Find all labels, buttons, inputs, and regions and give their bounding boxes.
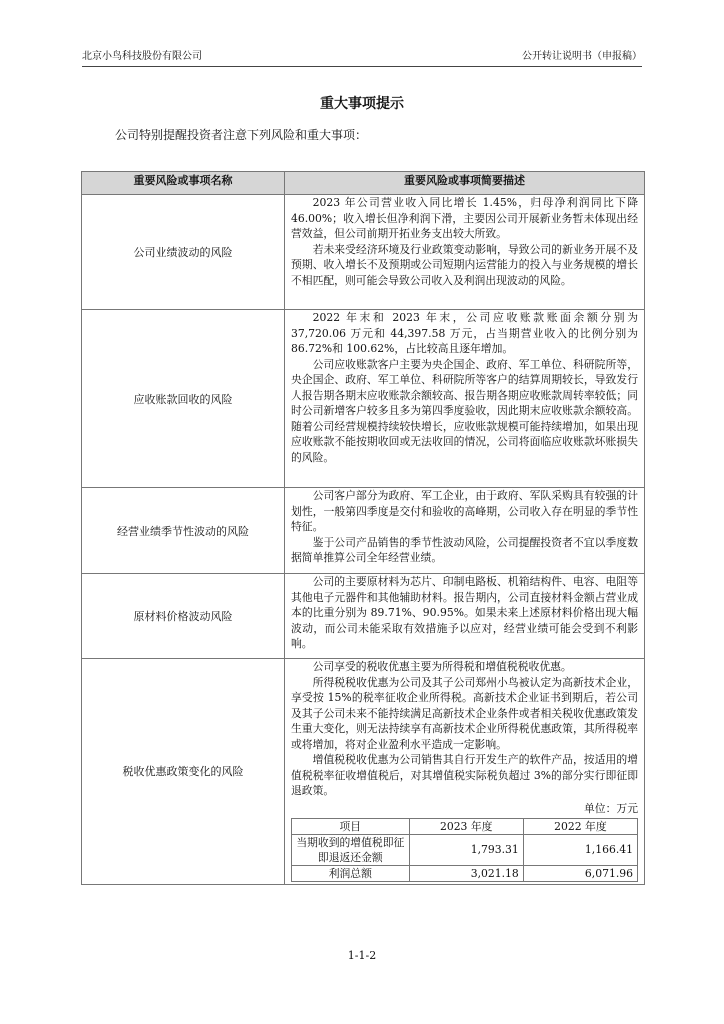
risk-desc [285,310,645,488]
page-header [82,50,642,67]
subtable-item: 利润总额 [292,865,410,881]
desc-paragraph: 增值税税收优惠为公司销售其自行开发生产的软件产品，按适用的增值税税率征收增值税后，对其增值税实际税负超过 3%的部分实行即征即退政策。 [291,753,638,797]
table-row [82,310,645,488]
risk-table [81,171,645,885]
table-row [82,195,645,310]
header-company: 北京小鸟科技股份有限公司 [82,51,202,62]
header-doc-title: 公开转让说明书（申报稿） [522,51,642,62]
desc-paragraph: 2023 年公司营业收入同比增长 1.45%，归母净利润同比下降 46.00%；收入增长但净利润下滑，主要因公司开展新业务暂未体现出经营效益，但公司前期开拓业务支出较大所致。 [291,196,638,240]
risk-name: 经营业绩季节性波动的风险 [82,488,285,574]
risk-name: 公司业绩波动的风险 [82,195,285,310]
risk-name: 税收优惠政策变化的风险 [82,659,285,885]
risk-desc [285,659,645,885]
col-header-name: 重要风险或事项名称 [82,172,285,195]
risk-desc [285,195,645,310]
subtable-col-item: 项目 [292,818,410,834]
desc-paragraph: 鉴于公司产品销售的季节性波动风险，公司提醒投资者不宜以季度数据简单推算公司全年经营业绩。 [291,535,638,564]
risk-desc [285,574,645,659]
table-row [82,574,645,659]
page-title: 重大事项提示 [320,96,404,112]
risk-name: 应收账款回收的风险 [82,310,285,488]
desc-paragraph: 公司享受的税收优惠主要为所得税和增值税税收优惠。 [312,660,572,673]
subtable-header [292,818,638,834]
subtable-value: 1,166.41 [523,834,637,865]
risk-desc [285,488,645,574]
tax-subtable [291,818,638,882]
subtable-col-2022: 2022 年度 [523,818,637,834]
desc-paragraph: 公司客户部分为政府、军工企业，由于政府、军队采购具有较强的计划性，一般第四季度是交付和验收的高峰期，公司收入存在明显的季节性特征。 [291,489,638,533]
subtable-value: 1,793.31 [409,834,523,865]
subtable-value: 6,071.96 [523,865,637,881]
table-row [292,865,638,881]
risk-name: 原材料价格波动风险 [82,574,285,659]
subtable-item: 当期收到的增值税即征即退返还金额 [292,834,410,865]
unit-label: 单位：万元 [584,801,638,815]
page-number: 1-1-2 [347,949,377,962]
col-header-desc: 重要风险或事项简要描述 [285,172,645,195]
risk-table-header [82,172,645,195]
desc-paragraph: 公司应收账款客户主要为央企国企、政府、军工单位、科研院所等，央企国企、政府、军工单位、科研院所等客户的结算周期较长，导致发行人报告期各期末应收账款余额较高、报告期各期应收账款周转率较低；同时公司新增客户较多且多为第四季度验收，因此期末应收账款余额较高。随着公司经营规模持续较快增长，应收账款规模可能持续增加，如果出现应收账款不能按期收回或无法收回的情况，公司将面临应收账款坏账损失的风险。 [291,357,638,464]
desc-paragraph: 所得税税收优惠为公司及其子公司郑州小鸟被认定为高新技术企业，享受按 15%的税率征收企业所得税。高新技术企业证书到期后，若公司及其子公司未来不能持续满足高新技术企业条件或者相关税收优惠政策发生重大变化，则无法持续享有高新技术企业所得税优惠政策，其所得税率或将增加，将对企业盈利水平造成一定影响。 [291,675,638,751]
table-row [82,488,645,574]
subtable-col-2023: 2023 年度 [409,818,523,834]
subtable-value: 3,021.18 [409,865,523,881]
table-row [292,834,638,865]
desc-paragraph: 若未来受经济环境及行业政策变动影响，导致公司的新业务开展不及预期、收入增长不及预期或公司短期内运营能力的投入与业务规模的增长不相匹配，则可能会导致公司收入及利润出现波动的风险。 [291,242,638,287]
desc-paragraph: 公司的主要原材料为芯片、印制电路板、机箱结构件、电容、电阻等其他电子元器件和其他辅助材料。报告期内，公司直接材料金额占营业成本的比重分别为 89.71%、90.95%。如果未来上述原材料价格出现大幅波动，而公司未能采取有效措施予以应对，经营业绩可能会受到不利影响。 [291,575,638,650]
table-row [82,659,645,885]
desc-paragraph: 2022 年末和 2023 年末，公司应收账款账面余额分别为 37,720.06 万元和 44,397.58 万元，占当期营业收入的比例分别为 86.72%和 100.62%，占比较高且逐年增加。 [291,311,638,355]
intro-text: 公司特别提醒投资者注意下列风险和重大事项： [115,128,368,142]
